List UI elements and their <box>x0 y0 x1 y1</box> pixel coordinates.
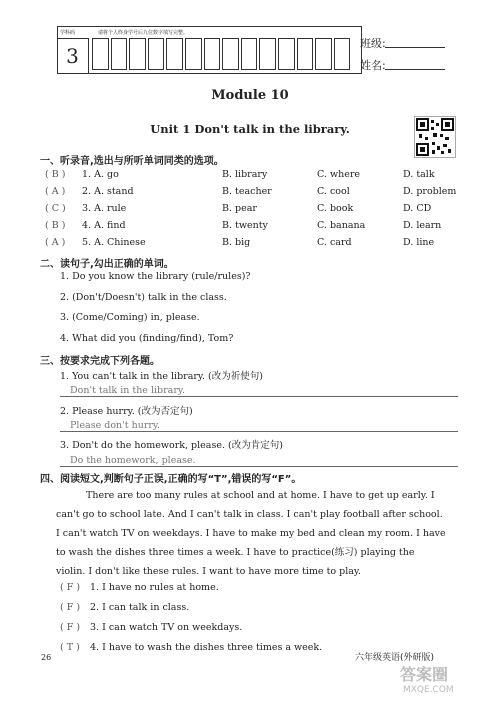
option-d: D. talk <box>403 169 435 180</box>
class-field[interactable] <box>385 47 445 48</box>
question-item: 3. (Come/Coming) in, please. <box>60 312 200 323</box>
option-c: C. banana <box>317 220 366 231</box>
answer-text: Don't talk in the library. <box>70 385 185 396</box>
answer-mark: ( A ) <box>45 186 66 197</box>
question-item: 1. Do you know the library (rule/rules)? <box>60 271 251 282</box>
passage-line: can't go to school late. And I can't talk in class. I can't play football after school. <box>56 509 443 520</box>
option-a: 4. A. find <box>82 220 126 231</box>
option-b: B. pear <box>222 203 257 214</box>
id-cell[interactable] <box>111 38 128 70</box>
option-c: C. cool <box>317 186 350 197</box>
option-c: C. card <box>317 237 352 248</box>
id-cell[interactable] <box>297 38 314 70</box>
answer-mark: ( B ) <box>45 169 66 180</box>
name-field[interactable] <box>385 69 445 70</box>
id-cell[interactable] <box>148 38 165 70</box>
option-b: B. big <box>222 237 251 248</box>
id-cell[interactable] <box>129 38 146 70</box>
watermark-url: MXQE.COM <box>403 685 454 695</box>
answer-mark: ( F ) <box>60 622 81 633</box>
passage-line: I can't watch TV on weekdays. I have to make my bed and clean my room. I have <box>56 528 446 539</box>
class-label: 班级: <box>360 37 386 50</box>
option-c: C. where <box>317 169 361 180</box>
statement-item: 2. I can talk in class. <box>90 602 190 613</box>
question-item: 2. Please hurry. (改为否定句) <box>60 406 193 417</box>
option-b: B. library <box>222 169 268 180</box>
section2-heading: 二、读句子,勾出正确的单词。 <box>40 259 174 270</box>
book-title: 六年级英语(外研版) <box>355 653 435 663</box>
name-label: 姓名: <box>360 59 386 72</box>
statement-item: 4. I have to wash the dishes three times a week. <box>90 642 323 653</box>
id-cell[interactable] <box>259 38 276 70</box>
answer-mark: ( T ) <box>60 642 80 653</box>
option-b: B. twenty <box>222 220 268 231</box>
option-a: 2. A. stand <box>82 186 134 197</box>
section1-heading: 一、听录音,选出与所听单词同类的选项。 <box>40 156 224 167</box>
id-cell[interactable] <box>92 38 109 70</box>
unit-title: Unit 1 Don't talk in the library. <box>150 122 350 136</box>
student-id-cells[interactable] <box>92 38 352 72</box>
answer-line <box>60 466 458 467</box>
option-a: 3. A. rule <box>82 203 127 214</box>
question-item: 1. You can't talk in the library. (改为祈使句) <box>60 371 263 382</box>
section4-heading: 四、阅读短文,判断句子正误,正确的写“T”,错误的写“F”。 <box>40 474 302 485</box>
passage-line: to wash the dishes three times a week. I have to practice(练习) playing the <box>56 547 415 558</box>
id-cell[interactable] <box>222 38 239 70</box>
question-item: 3. Don't do the homework, please. (改为肯定句) <box>60 440 283 451</box>
option-d: D. learn <box>403 220 442 231</box>
answer-mark: ( F ) <box>60 602 81 613</box>
answer-mark: ( B ) <box>45 220 66 231</box>
id-cell[interactable] <box>185 38 202 70</box>
module-title: Module 10 <box>211 88 289 103</box>
id-cell[interactable] <box>241 38 258 70</box>
option-c: C. book <box>317 203 354 214</box>
option-d: D. problem <box>403 186 457 197</box>
option-b: B. teacher <box>222 186 272 197</box>
id-cell[interactable] <box>166 38 183 70</box>
passage-line: violin. I don't like these rules. I want to have more time to play. <box>56 566 362 577</box>
answer-line <box>60 431 458 432</box>
answer-mark: ( C ) <box>45 203 66 214</box>
answer-text: Do the homework, please. <box>70 455 196 466</box>
question-item: 4. What did you (finding/find), Tom? <box>60 333 234 344</box>
id-cell[interactable] <box>334 38 351 70</box>
option-a: 1. A. go <box>82 169 119 180</box>
answer-text: Please don't hurry. <box>70 420 161 431</box>
watermark-logo: 答案圈 <box>400 665 449 684</box>
answer-mark: ( F ) <box>60 582 81 593</box>
answer-mark: ( A ) <box>45 237 66 248</box>
page-number: 26 <box>41 653 52 662</box>
option-a: 5. A. Chinese <box>82 237 146 248</box>
option-d: D. CD <box>403 203 432 214</box>
id-cell[interactable] <box>315 38 332 70</box>
section3-heading: 三、按要求完成下列各题。 <box>40 356 160 367</box>
id-cell[interactable] <box>278 38 295 70</box>
qr-code-icon[interactable] <box>414 116 456 158</box>
subject-label: 学科码 <box>60 30 76 36</box>
question-item: 2. (Don't/Doesn't) talk in the class. <box>60 292 227 303</box>
id-cell[interactable] <box>204 38 221 70</box>
passage-line: There are too many rules at school and at home. I have to get up early. I <box>86 490 435 501</box>
statement-item: 3. I can watch TV on weekdays. <box>90 622 243 633</box>
answer-line <box>60 396 458 397</box>
instruction-text: 请将个人终身学号后九位数字填写完整。 <box>98 30 189 36</box>
statement-item: 1. I have no rules at home. <box>90 582 219 593</box>
option-d: D. line <box>403 237 435 248</box>
subject-code: 3 <box>57 38 89 73</box>
